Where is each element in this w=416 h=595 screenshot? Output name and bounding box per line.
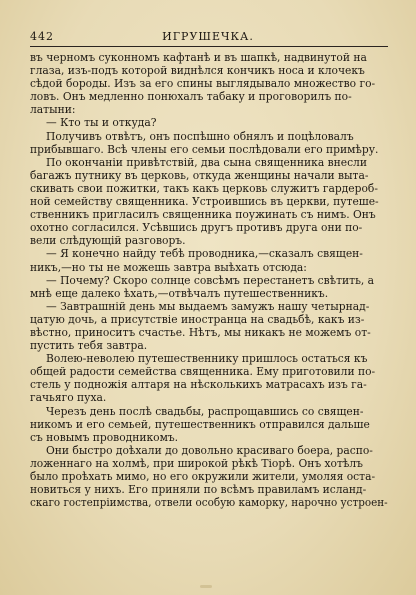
text-line: ной семейству священника. Устроившись въ церкви, путеше-: [30, 195, 379, 209]
paragraph: [30, 300, 388, 352]
text-line: новиться у нихъ. Его приняли по всѣмъ правиламъ исланд-: [30, 483, 367, 497]
paragraph: [30, 51, 388, 116]
text-line: стель у подножія алтаря на нѣсколькихъ матрасахъ изъ га-: [30, 378, 367, 392]
paragraph: [30, 116, 388, 129]
text-line: Волею-неволею путешественнику пришлось остаться къ: [46, 352, 368, 366]
text-line: — Я конечно найду тебѣ проводника,—сказалъ священ-: [46, 247, 363, 261]
text-line: скивать свои пожитки, такъ какъ церковь служитъ гардероб-: [30, 181, 378, 195]
paragraph: [30, 405, 388, 444]
text-line: никъ,—но ты не можешь завтра выѣхать отсюда:: [30, 260, 307, 274]
body-text: [30, 51, 388, 509]
text-line: никомъ и его семьей, путешественникъ отправился дальше: [30, 417, 370, 431]
text-line: сѣдой бороды. Изъ за его спины выглядывало множество го-: [30, 77, 376, 91]
text-line: вели слѣдующій разговоръ.: [30, 234, 186, 248]
text-line: багажъ путнику въ церковь, откуда женщины начали выта-: [30, 168, 369, 182]
text-line: прибывшаго. Всѣ члены его семьи послѣдовали его примѣру.: [30, 142, 379, 156]
text-line: мнѣ еще далеко ѣхать,—отвѣчалъ путешественникъ.: [30, 286, 329, 300]
text-line: ловъ. Онъ медленно понюхалъ табаку и проговорилъ по-: [30, 90, 352, 104]
text-line: было проѣхать мимо, но его окружили жители, умоляя оста-: [30, 470, 376, 483]
text-line: общей радости семейства священника. Ему приготовили по-: [30, 365, 376, 379]
paragraph: [30, 130, 388, 156]
text-line: — Кто ты и откуда?: [46, 116, 157, 130]
text-line: вѣстно, приноситъ счастье. Нѣтъ, мы никакъ не можемъ от-: [30, 325, 371, 339]
text-line: Черезъ день послѣ свадьбы, распрощавшись со священ-: [46, 404, 364, 418]
page-number: 442: [30, 30, 54, 43]
text-line: ложеннаго на холмѣ, при широкой рѣкѣ Тіорѣ. Онъ хотѣлъ: [30, 456, 363, 470]
text-line: — Почему? Скоро солнце совсѣмъ перестанетъ свѣтить, а: [46, 273, 375, 287]
paragraph: [30, 352, 388, 404]
text-line: По окончаніи привѣтствій, два сына священника внесли: [46, 155, 367, 169]
paragraph: [30, 274, 388, 300]
text-line: гачьяго пуха.: [30, 391, 107, 405]
text-line: Они быстро доѣхали до довольно красиваго боера, распо-: [46, 443, 373, 457]
text-line: цатую дочь, а присутствіе иностранца на свадьбѣ, какъ из-: [30, 312, 365, 326]
text-line: съ новымъ проводникомъ.: [30, 430, 179, 444]
text-line: въ черномъ суконномъ кафтанѣ и въ шапкѣ, надвинутой на: [30, 51, 367, 64]
text-line: латыни:: [30, 103, 76, 117]
text-line: глаза, изъ-подъ которой виднѣлся кончикъ носа и клочекъ: [30, 64, 365, 78]
paragraph: [30, 156, 388, 248]
text-line: пустить тебя завтра.: [30, 339, 148, 353]
header-rule: [30, 46, 388, 47]
text-line: — Завтрашній день мы выдаемъ замужъ нашу четырнад-: [46, 299, 370, 313]
text-line: охотно согласился. Усѣвшись другъ противъ друга они по-: [30, 221, 363, 235]
running-title: ИГРУШЕЧКА.: [162, 30, 254, 43]
paragraph: [30, 247, 388, 273]
text-line: Получивъ отвѣтъ, онъ поспѣшно обнялъ и поцѣловалъ: [46, 129, 354, 143]
text-line: скаго гостепріимства, отвели особую каморку, нарочно устроен-: [30, 496, 388, 510]
text-line: ственникъ пригласилъ священника поужинать съ нимъ. Онъ: [30, 208, 376, 222]
paragraph: [30, 444, 388, 509]
page-smudge: [200, 585, 212, 588]
